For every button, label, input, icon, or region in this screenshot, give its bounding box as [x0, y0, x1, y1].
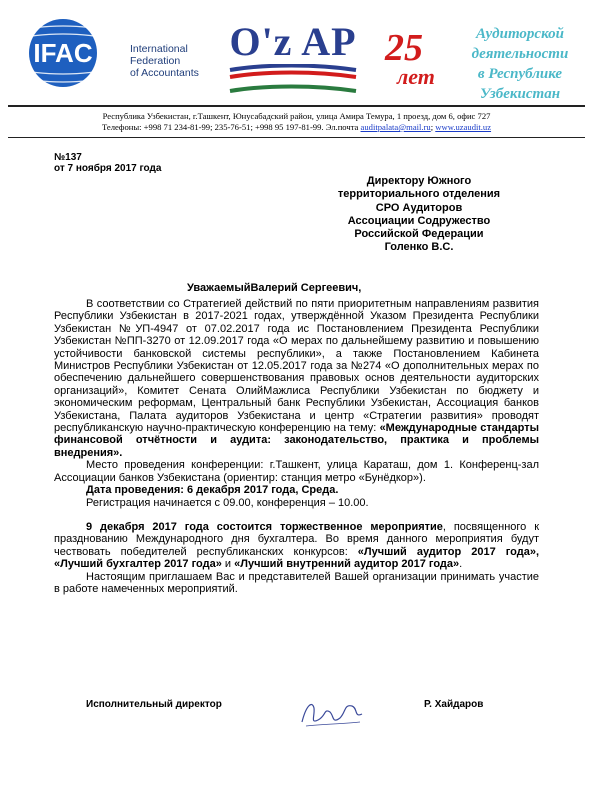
contacts-line: Телефоны: +998 71 234-81-99; 235-76-51; +998 95 197-81-99. Эл.почта auditpalata@mail.ru; www.uzaudit.uz	[101, 122, 492, 132]
paragraph-text: .	[459, 558, 463, 571]
salutation: УважаемыйВалерий Сергеевич,	[187, 282, 362, 294]
paragraph-registration: Регистрация начинается с 09.00, конференция – 10.00.	[86, 496, 369, 509]
signer-name: Р. Хайдаров	[424, 699, 484, 710]
letter-number: №137	[54, 152, 82, 163]
paragraph-date: Дата проведения: 6 декабря 2017 года, Среда.	[86, 484, 339, 497]
paragraph-invitation: Настоящим приглашаем Вас и представителей Вашей организации принимать участие в работе намеченных мероприятий.	[54, 570, 539, 595]
anniversary-text-line: деятельности	[471, 46, 569, 62]
recipient-line: СРО Аудиторов	[375, 201, 463, 214]
ifac-logo-text: IFAC	[33, 38, 93, 68]
ifac-name-line: Federation	[130, 55, 181, 67]
paragraph-text: В соответствии со Стратегией действий по пяти приоритетным направлениям развития Республики Узбекистан в 2017-2021 годах, утверждённой Указом Президента Республики Узбекистан №УП-4947 от 07.02.2017 года ис Постановлением Президента Республики Узбекистан №ПП-3270 от 12.09.2017 года «О мерах по дальнейшему развитию и повышению устойчивости банковской системы республики», а также Постановлением Кабинета Министров Республики Узбекистан от 12.05.2017 года за №274 «О дополнительных мерах по обеспечению дальнейшего совершенствования правовых основ деятельности аудиторских организаций», Комитет Сената ОлийМажлиса Республики Узбекистан по бюджету и экономическим реформам, Центральный банк Республики Узбекистан, Ассоциация банков Узбекистана, Палата аудиторов Узбекистана и центр «Стратегии развития» проводят республиканскую научно-практическую конференцию на тему:	[54, 298, 539, 435]
conference-topic: «Международные стандарты финансовой отчётности и аудита: законодательство, практика и проблемы внедрения».	[54, 422, 539, 459]
ifac-name	[130, 43, 199, 79]
ozap-logo	[226, 18, 360, 98]
paragraph-text: , посвященного к празднованию Международного дня бухгалтера. Во время данного мероприятия будут чествовать победителей республиканских конкурсов:	[54, 520, 540, 558]
contest-name: «Лучший внутренний аудитор 2017 года»	[234, 558, 460, 571]
anniversary-text-line: в Республике	[477, 66, 563, 82]
paragraph-text: и	[221, 558, 235, 571]
anniversary-text	[455, 24, 585, 104]
ozap-logo-text: O'z AP	[229, 19, 357, 64]
header-divider	[8, 105, 585, 107]
recipient-block	[300, 175, 538, 255]
recipient-line: Директору Южного	[366, 175, 472, 187]
ceremony-date: 9 декабря 2017 года состоится торжественное мероприятие	[86, 520, 443, 533]
paragraph-venue: Место проведения конференции: г.Ташкент, улица Караташ, дом 1. Конференц-зал Ассоциации банков Узбекистана (ориентир: станция метро «Бунёдкор»).	[54, 459, 539, 484]
ifac-name-line: of Accountants	[130, 67, 199, 79]
address-line: Республика Узбекистан, г.Ташкент, Юнусабадский район, улица Амира Темура, 1 проезд, дом 6, офис 727	[102, 111, 491, 121]
contest-names: «Лучший аудитор 2017 года», «Лучший бухгалтер 2017 года»	[54, 545, 539, 571]
letter-body	[54, 298, 539, 595]
letterhead-address	[0, 111, 593, 133]
ifac-name-line: International	[130, 43, 188, 55]
recipient-line: территориального отделения	[337, 188, 501, 201]
anniversary-text-line: Аудиторской	[476, 26, 564, 42]
handwritten-signature	[296, 694, 366, 734]
letter-meta	[54, 152, 161, 174]
address-divider	[8, 137, 585, 138]
recipient-line: Голенко В.С.	[384, 241, 454, 254]
ifac-logo	[8, 18, 118, 88]
signer-title: Исполнительный директор	[86, 699, 222, 710]
paragraph-conference	[54, 298, 539, 459]
ozap-flag-swoosh-icon	[226, 64, 360, 98]
website-link[interactable]: www.uzaudit.uz	[435, 122, 492, 132]
anniversary-word: лет	[397, 64, 435, 89]
recipient-line: Ассоциации Содружество	[347, 214, 491, 227]
recipient-line: Российской Федерации	[354, 228, 484, 241]
email-link[interactable]: auditpalata@mail.ru	[360, 122, 431, 132]
anniversary-text-line: Узбекистан	[479, 86, 561, 102]
paragraph-ceremony	[54, 521, 539, 571]
phones: Телефоны: +998 71 234-81-99; 235-76-51; +998 95 197-81-99. Эл.почта	[101, 122, 359, 132]
letter-date: от 7 ноября 2017 года	[54, 163, 162, 174]
anniversary-number: 25	[385, 27, 423, 69]
